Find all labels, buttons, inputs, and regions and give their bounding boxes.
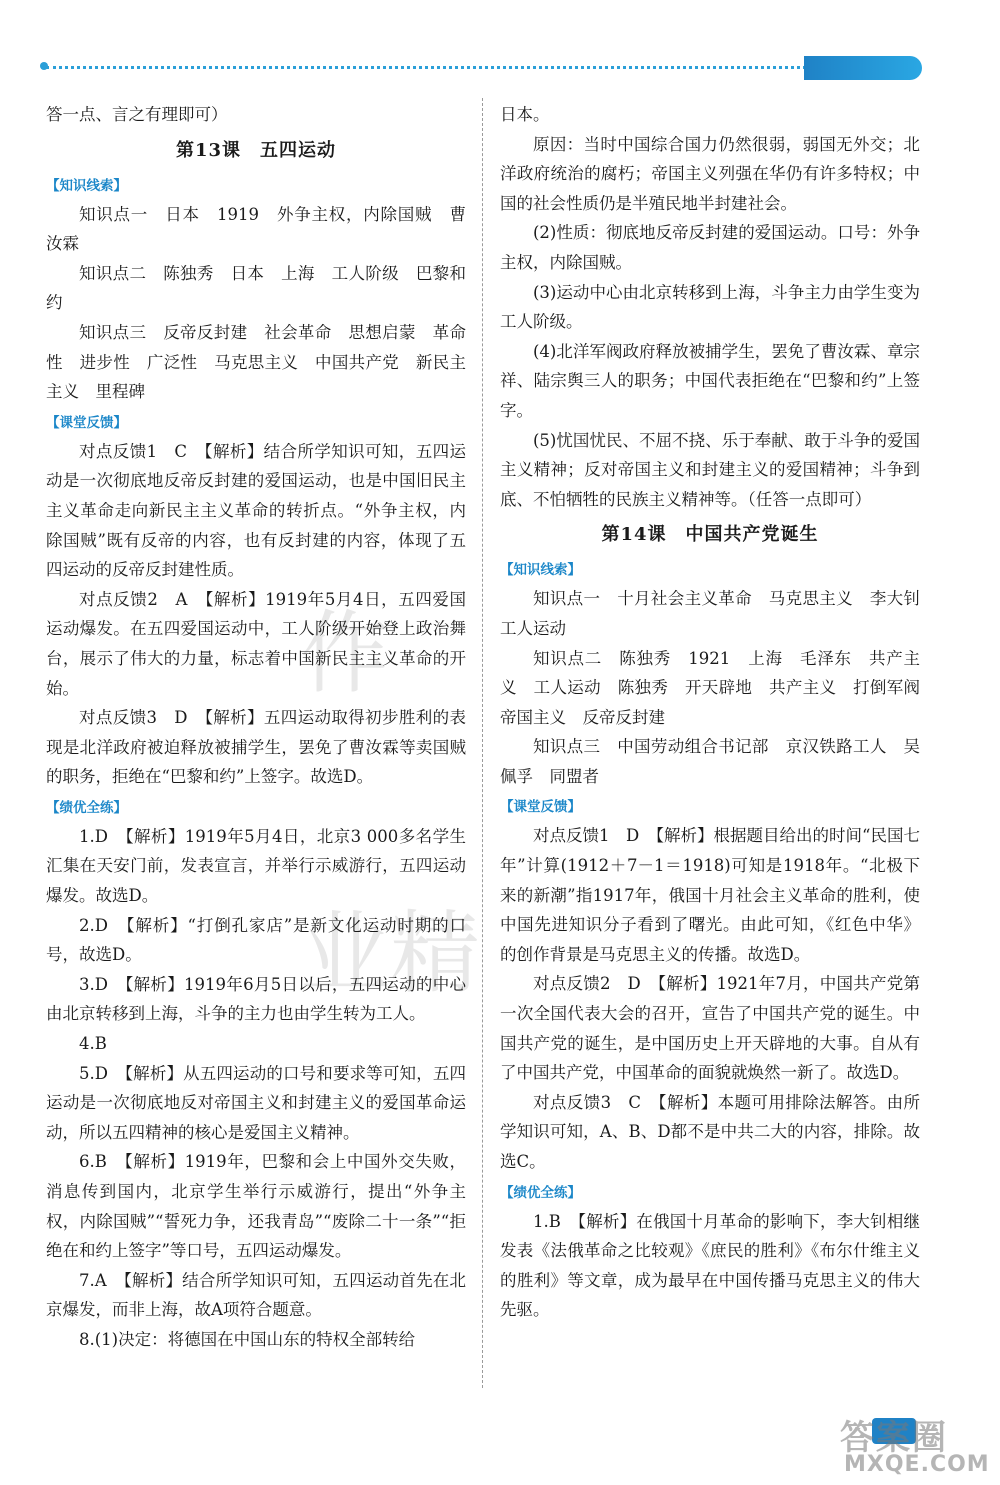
- corner-watermark-text: 答案圈: [840, 1418, 948, 1458]
- exercise-answer: 3.D 【解析】1919年6月5日以后，五四运动的中心由北京转移到上海，斗争的主力也由学生转为工人。: [46, 974, 466, 1024]
- corner-watermark-logo: [840, 1410, 990, 1480]
- exercise-answer: 2.D 【解析】“打倒孔家店”是新文化运动时期的口号，故选D。: [46, 915, 466, 965]
- exercise-answer: 1.D 【解析】1919年5月4日，北京3 000多名学生汇集在天安门前，发表宣言，并举行示威游行，五四运动爆发。故选D。: [46, 826, 466, 906]
- column-divider: [482, 98, 483, 1388]
- section-tag: 【知识线索】: [500, 562, 581, 579]
- feedback-item: 对点反馈2 A 【解析】1919年5月4日，五四爱国运动爆发。在五四爱国运动中，工人阶级开始登上政治舞台，展示了伟大的力量，标志着中国新民主主义革命的开始。: [46, 589, 466, 698]
- exercise-answer: 7.A 【解析】结合所学知识可知，五四运动首先在北京爆发，而非上海，故A项符合题意。: [46, 1270, 466, 1320]
- lesson-title: 第13课 五四运动: [175, 139, 337, 161]
- exercise-answer: 6.B 【解析】1919年，巴黎和会上中国外交失败，消息传到国内，北京学生举行示威游行，提出“外争主权，内除国贼”“誓死力争，还我青岛”“废除二十一条”“拒绝在和约上签字”等口号，五四运动爆发。: [46, 1152, 466, 1261]
- knowledge-point: 知识点二 陈独秀 日本 上海 工人阶级 巴黎和约: [46, 263, 466, 313]
- knowledge-point: 知识点三 中国劳动组合书记部 京汉铁路工人 吴佩孚 同盟者: [500, 737, 920, 786]
- knowledge-point: 知识点三 反帝反封建 社会革命 思想启蒙 革命性 进步性 广泛性 马克思主义 中国共产党 新民主主义 里程碑: [46, 322, 466, 402]
- exercise-answer: 8.(1)决定：将德国在中国山东的特权全部转给: [79, 1329, 416, 1349]
- section-tag: 【绩优全练】: [46, 799, 127, 816]
- right-column: [500, 100, 937, 1325]
- exercise-answer: 4.B: [79, 1034, 107, 1054]
- feedback-item: 对点反馈1 D 【解析】根据题目给出的时间“民国七年”计算(1912＋7－1＝1918)可知是1918年。“北极下来的新潮”指1917年，俄国十月社会主义革命的胜利，使中国先进知识分子看到了曙光。由此可知，《红色中华》的创作背景是马克思主义的传播。故选D。: [500, 826, 920, 964]
- section-tag: 【绩优全练】: [500, 1184, 581, 1201]
- section-tag: 【知识线索】: [46, 177, 127, 194]
- watermark-char: 业: [300, 901, 390, 1006]
- exercise-answer: 1.B 【解析】在俄国十月革命的影响下，李大钊相继发表《法俄革命之比较观》《庶民的胜利》《布尔什维主义的胜利》等文章，成为最早在中国传播马克思主义的伟大先驱。: [500, 1211, 920, 1320]
- paragraph: (4)北洋军阀政府释放被捕学生，罢免了曹汝霖、章宗祥、陆宗舆三人的职务；中国代表拒绝在“巴黎和约”上签字。: [500, 341, 920, 420]
- knowledge-point: 知识点一 十月社会主义革命 马克思主义 李大钊 工人运动: [500, 589, 937, 638]
- feedback-item: 对点反馈2 D 【解析】1921年7月，中国共产党第一次全国代表大会的召开，宣告了中国共产党的诞生。中国共产党的诞生，是中国历史上开天辟地的大事。自从有了中国共产党，中国革命的面貌就焕然一新了。故选D。: [500, 974, 920, 1083]
- section-tag: 【课堂反馈】: [500, 799, 581, 816]
- knowledge-point: 知识点二 陈独秀 1921 上海 毛泽东 共产主义 工人运动 陈独秀 开天辟地 共产主义 打倒军阀 帝国主义 反帝反封建: [500, 648, 937, 727]
- header-dotted-line: [46, 66, 806, 69]
- header-bar: [804, 56, 922, 80]
- paragraph: (5)忧国忧民、不屈不挠、乐于奉献、敢于斗争的爱国主义精神；反对帝国主义和封建主义的爱国精神；斗争到底、不怕牺牲的民族主义精神等。（任答一点即可）: [500, 430, 920, 509]
- paragraph: 原因：当时中国综合国力仍然很弱，弱国无外交；北洋政府统治的腐朽；帝国主义列强在华仍有许多特权；中国的社会性质仍是半殖民地半封建社会。: [500, 134, 920, 213]
- feedback-item: 对点反馈3 D 【解析】五四运动取得初步胜利的表现是北洋政府被迫释放被捕学生，罢免了曹汝霖等卖国贼的职务，拒绝在“巴黎和约”上签字。故选D。: [46, 708, 466, 787]
- section-tag: 【课堂反馈】: [46, 414, 127, 431]
- watermark-char: 精: [390, 901, 480, 1006]
- feedback-item: 对点反馈3 C 【解析】本题可用排除法解答。由所学知识可知，A、B、D都不是中共二大的内容，排除。故选C。: [500, 1092, 920, 1171]
- lesson-title: 第14课 中国共产党诞生: [601, 524, 819, 546]
- paragraph: 答一点、言之有理即可）: [46, 105, 228, 124]
- corner-watermark-url: MXQE.COM: [844, 1452, 990, 1477]
- feedback-item: 对点反馈1 C 【解析】结合所学知识可知，五四运动是一次彻底地反帝反封建的爱国运动，也是中国旧民主主义革命走向新民主主义革命的转折点。“外争主权，内除国贼”既有反帝的内容，也有反封建的内容，体现了五四运动的反帝反封建性质。: [46, 441, 466, 580]
- paragraph: (2)性质：彻底地反帝反封建的爱国运动。口号：外争主权，内除国贼。: [500, 223, 920, 272]
- left-column: [46, 100, 466, 1355]
- paragraph: 日本。: [500, 105, 550, 124]
- watermark-char: 作: [300, 601, 390, 706]
- paragraph: (3)运动中心由北京转移到上海，斗争主力由学生变为工人阶级。: [500, 282, 920, 332]
- exercise-answer: 5.D 【解析】从五四运动的口号和要求等可知，五四运动是一次彻底地反对帝国主义和封建主义的爱国革命运动，所以五四精神的核心是爱国主义精神。: [46, 1063, 466, 1142]
- knowledge-point: 知识点一 日本 1919 外争主权，内除国贼 曹汝霖: [46, 204, 466, 254]
